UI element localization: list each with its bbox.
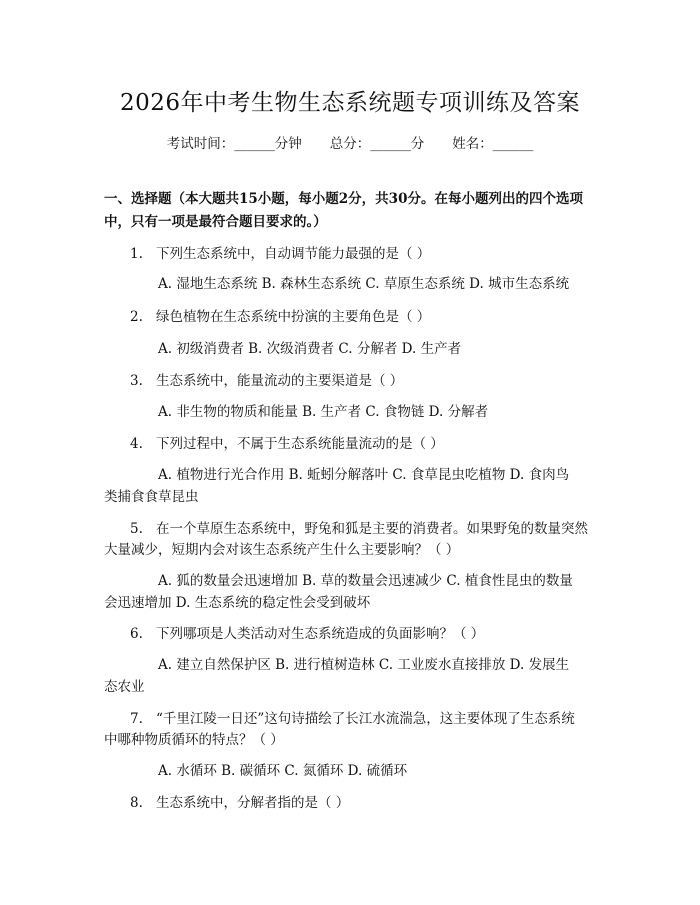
question-text: 绿色植物在生态系统中扮演的主要角色是（ ） [156,309,431,325]
exam-meta [0,132,700,152]
question-3-options: A. 非生物的物质和能量 B. 生产者 C. 食物链 D. 分解者 [158,404,489,420]
question-5 [130,518,588,541]
question-7-text-line2: 中哪种物质循环的特点？（ ） [104,732,284,748]
question-1 [130,243,430,266]
question-6-options-line2: 态农业 [104,679,145,695]
student-name-field: 姓名：______ [452,136,534,152]
question-3 [130,370,403,393]
question-7 [130,708,575,731]
question-1-options: A. 湿地生态系统 B. 森林生态系统 C. 草原生态系统 D. 城市生态系统 [158,276,570,292]
question-number: 1. [130,246,143,262]
question-4-options-line2: 类捕食食草昆虫 [104,489,199,505]
question-5-text-line2: 大量减少，短期内会对该生态系统产生什么主要影响？（ ） [104,542,460,558]
question-text: 在一个草原生态系统中，野兔和狐是主要的消费者。如果野兔的数量突然 [156,521,588,537]
question-4 [130,433,444,456]
section-heading: 一、选择题（本大题共15小题，每小题2分，共30分。在每小题列出的四个选项中，只有一项是最符合题目要求的。） [104,191,583,230]
question-text: “千里江陵一日还”这句诗描绘了长江水流湍急，这主要体现了生态系统 [156,711,575,727]
question-8 [130,792,349,815]
question-2-options: A. 初级消费者 B. 次级消费者 C. 分解者 D. 生产者 [158,341,462,357]
question-5-options-line1: A. 狐的数量会迅速增加 B. 草的数量会迅速减少 C. 植食性昆虫的数量 [158,573,573,589]
question-number: 3. [130,373,143,389]
question-text: 生态系统中，分解者指的是（ ） [156,795,350,811]
question-text: 下列过程中，不属于生态系统能量流动的是（ ） [156,436,444,452]
question-5-options-line2: 会迅速增加 D. 生态系统的稳定性会受到破坏 [104,595,371,611]
question-number: 7. [130,711,143,727]
question-6 [130,623,484,646]
question-text: 生态系统中，能量流动的主要渠道是（ ） [156,373,404,389]
question-number: 2. [130,309,143,325]
question-number: 4. [130,436,143,452]
question-number: 6. [130,626,143,642]
question-4-options-line1: A. 植物进行光合作用 B. 蚯蚓分解落叶 C. 食草昆虫吃植物 D. 食肉鸟 [158,467,570,483]
question-text: 下列生态系统中，自动调节能力最强的是（ ） [156,246,431,262]
question-number: 5. [130,521,143,537]
total-score-field: 总分：______分 [329,136,425,152]
question-number: 8. [130,795,143,811]
question-2 [130,306,430,329]
question-text: 下列哪项是人类活动对生态系统造成的负面影响？（ ） [156,626,485,642]
question-7-options: A. 水循环 B. 碳循环 C. 氮循环 D. 硫循环 [158,763,408,779]
question-6-options-line1: A. 建立自然保护区 B. 进行植树造林 C. 工业废水直接排放 D. 发展生 [158,657,570,673]
exam-time-field: 考试时间：______分钟 [166,136,302,152]
page-title: 2026年中考生物生态系统题专项训练及答案 [119,90,581,116]
